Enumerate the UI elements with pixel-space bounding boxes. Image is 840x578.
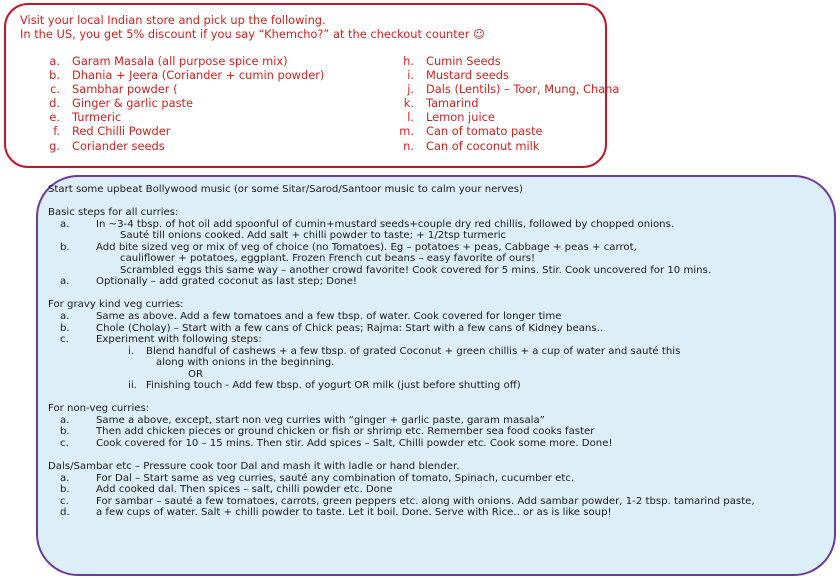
- step-text: Finishing touch - Add few tbsp. of yogurt OR milk (just before shutting off): [146, 380, 521, 392]
- step-marker: b.: [60, 241, 70, 253]
- step-marker: b.: [60, 426, 70, 438]
- intro-line-2: In the US, you get 5% discount if you say “Khemcho?” at the checkout counter ☺: [20, 26, 485, 41]
- list-item: [20, 83, 324, 97]
- list-marker: d.: [49, 96, 60, 111]
- list-item: [374, 69, 619, 83]
- step-marker: a.: [60, 311, 70, 323]
- list-item: [374, 55, 619, 69]
- list-marker: a.: [49, 54, 60, 68]
- basic-step-b-cont: cauliflower + potatoes, eggplant. Frozen French cut beans – easy favorite of ours!: [120, 253, 536, 265]
- list-item-text: Red Chilli Powder: [72, 124, 171, 139]
- list-item: [20, 140, 324, 154]
- list-item-text: Turmeric: [72, 110, 122, 125]
- list-marker: j.: [407, 82, 414, 97]
- basic-step-b-cont-2: Scrambled eggs this same way – another crowd favorite! Cook covered for 5 mins. Stir. Cook uncovered for 10 mins.: [120, 264, 712, 276]
- list-item-text: Can of coconut milk: [426, 138, 540, 153]
- gravy-heading: For gravy kind veg curries:: [48, 299, 184, 311]
- step-marker: a.: [60, 414, 70, 426]
- step-marker: a.: [60, 218, 70, 230]
- nonveg-heading: For non-veg curries:: [48, 403, 150, 415]
- step-text: In ~3-4 tbsp. of hot oil add spoonful of cumin+mustard seeds+couple dry red chillis, followed by chopped onions.: [96, 218, 675, 230]
- shopping-intro: [20, 14, 593, 41]
- gravy-step-a: [48, 311, 833, 323]
- gravy-substep-ii: [48, 380, 833, 392]
- list-item: [20, 69, 324, 83]
- step-text: For Dal – Start same as veg curries, sauté any combination of tomato, Spinach, cucumber etc.: [96, 472, 575, 484]
- list-marker: i.: [407, 68, 414, 83]
- list-item: [20, 125, 324, 139]
- list-item: [374, 125, 619, 139]
- step-text: Chole (Cholay) – Start with a few cans of Chick peas; Rajma: Start with a few cans of Kidney beans..: [96, 322, 604, 334]
- list-marker: f.: [53, 124, 60, 139]
- list-item: [20, 111, 324, 125]
- list-marker: b.: [49, 68, 60, 83]
- step-text: Add bite sized veg or mix of veg of choice (no Tomatoes). Eg – potatoes + peas, Cabbage + peas + carrot,: [96, 241, 637, 253]
- step-text: Same as above. Add a few tomatoes and a few tbsp. of water. Cook covered for longer time: [96, 311, 562, 323]
- gravy-step-c: [48, 334, 833, 346]
- step-text: Same a above, except, start non veg curries with “ginger + garlic paste, garam masala”: [96, 414, 545, 426]
- dal-heading: Dals/Sambar etc – Pressure cook toor Dal and mash it with ladle or hand blender.: [48, 461, 460, 473]
- list-item-text: Lemon juice: [426, 110, 495, 125]
- step-marker: c.: [60, 334, 69, 346]
- list-item-text: Tamarind: [426, 96, 479, 111]
- step-text: Then add chicken pieces or ground chicken or fish or shrimp etc. Remember sea food cooks faster: [96, 426, 595, 438]
- recipe-steps-box: [36, 175, 836, 576]
- list-item-text: Coriander seeds: [72, 138, 165, 153]
- list-item: [20, 55, 324, 69]
- step-marker: c.: [60, 438, 69, 450]
- list-marker: h.: [403, 54, 414, 68]
- gravy-substep-i: [48, 346, 833, 358]
- list-item: [374, 97, 619, 111]
- list-item-text: Dals (Lentils) – Toor, Mung, Chana: [426, 82, 620, 97]
- list-item-text: Cumin Seeds: [426, 54, 501, 68]
- music-tip: Start some upbeat Bollywood music (or some Sitar/Sarod/Santoor music to calm your nerves): [48, 184, 523, 195]
- intro-line-1: Visit your local Indian store and pick up the following.: [20, 13, 326, 27]
- list-item-text: Can of tomato paste: [426, 124, 543, 139]
- shopping-column-left: [20, 55, 324, 154]
- gravy-or: OR: [188, 368, 204, 380]
- dal-step-d: [48, 507, 833, 519]
- step-marker: a.: [60, 472, 70, 484]
- list-marker: e.: [49, 110, 60, 125]
- step-text: a few cups of water. Salt + chilli powder to taste. Let it boil. Done. Serve with Rice.. or as is like soup!: [96, 507, 612, 519]
- step-marker: b.: [60, 484, 70, 496]
- list-marker: k.: [403, 96, 414, 111]
- gravy-substep-i-cont: along with onions in the beginning.: [156, 357, 335, 369]
- nonveg-step-a: [48, 415, 833, 427]
- list-item-text: Garam Masala (all purpose spice mix): [72, 54, 288, 68]
- list-item: [20, 97, 324, 111]
- step-text: Blend handful of cashews + a few tbsp. of grated Coconut + green chillis + a cup of water and sauté this: [146, 345, 681, 357]
- list-item-text: Mustard seeds: [426, 68, 509, 83]
- step-text: Add cooked dal. Then spices – salt, chilli powder etc. Done: [96, 484, 393, 496]
- step-text: Optionally – add grated coconut as last step; Done!: [96, 276, 357, 288]
- basic-step-optional: [48, 276, 833, 288]
- shopping-list-box: [4, 3, 620, 168]
- list-marker: n.: [403, 138, 414, 153]
- list-marker: m.: [399, 124, 414, 139]
- list-item-text: Ginger & garlic paste: [72, 96, 193, 111]
- recipe-steps: [48, 184, 833, 519]
- list-marker: l.: [407, 110, 414, 125]
- list-item: [374, 83, 619, 97]
- dal-step-b: [48, 484, 833, 496]
- step-text: Cook covered for 10 – 15 mins. Then stir. Add spices – Salt, Chilli powder etc. Cook some more. Done!: [96, 438, 613, 450]
- list-item: [374, 111, 619, 125]
- shopping-column-right: [374, 55, 619, 154]
- dal-step-a: [48, 473, 833, 485]
- basic-step-b: [48, 242, 833, 254]
- step-marker: i.: [128, 345, 135, 357]
- step-marker: a.: [60, 276, 70, 288]
- basic-steps-heading: Basic steps for all curries:: [48, 207, 179, 219]
- step-text: For sambar – sauté a few tomatoes, carrots, green peppers etc. along with onions. Add sambar powder, 1-2 tbsp. tamarind paste,: [96, 495, 755, 507]
- step-marker: c.: [60, 495, 69, 507]
- basic-step-a-cont: Sauté till onions cooked. Add salt + chilli powder to taste; + 1/2tsp turmeric: [120, 230, 507, 242]
- list-item: [374, 140, 619, 154]
- gravy-step-b: [48, 323, 833, 335]
- list-marker: g.: [49, 138, 60, 153]
- list-marker: c.: [50, 82, 60, 97]
- list-item-text: Sambhar powder (: [72, 82, 178, 97]
- dal-step-c: [48, 496, 833, 508]
- step-marker: d.: [60, 507, 70, 519]
- nonveg-step-c: [48, 438, 833, 450]
- step-marker: ii.: [128, 380, 137, 392]
- step-text: Experiment with following steps:: [96, 334, 262, 346]
- list-item-text: Dhania + Jeera (Coriander + cumin powder): [72, 68, 325, 83]
- nonveg-step-b: [48, 426, 833, 438]
- step-marker: b.: [60, 322, 70, 334]
- basic-step-a: [48, 219, 833, 231]
